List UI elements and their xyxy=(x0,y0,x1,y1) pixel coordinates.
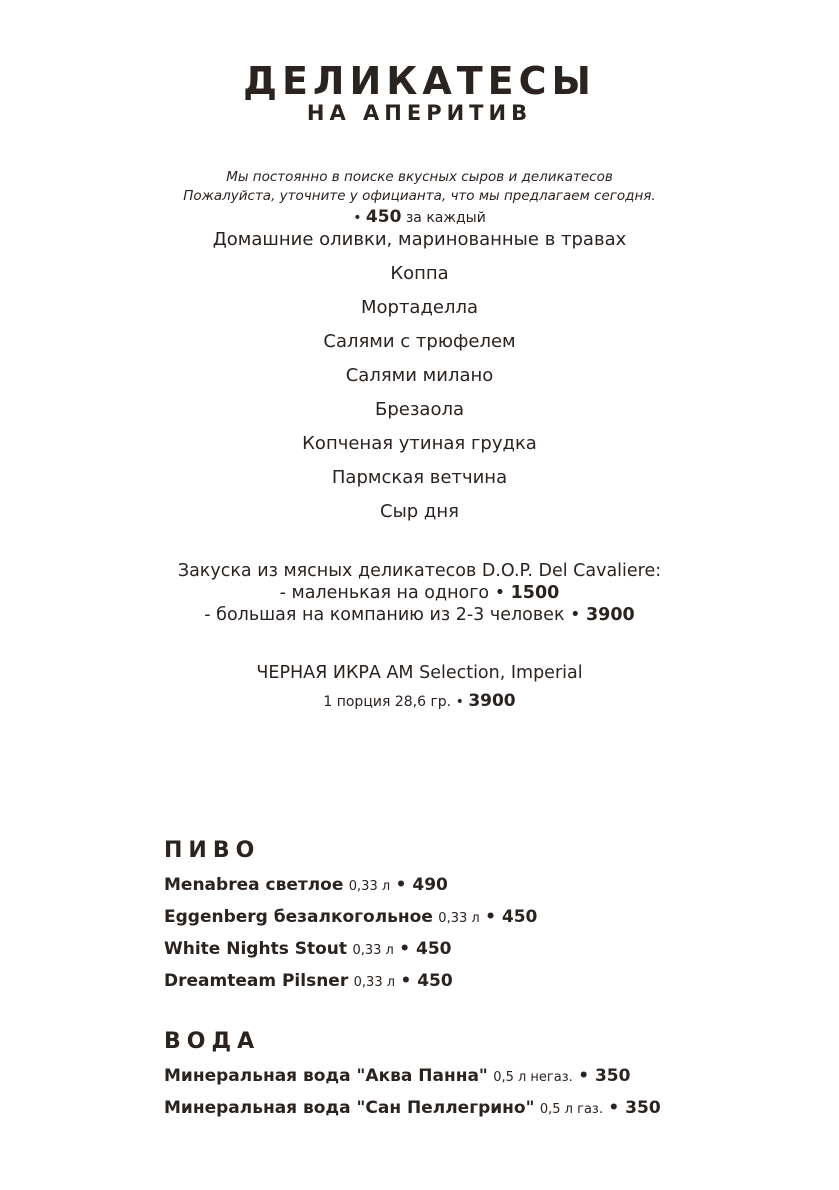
list-item: Сыр дня xyxy=(380,501,459,522)
water-row xyxy=(164,1094,804,1126)
platter-block xyxy=(0,560,839,626)
delicacies-list xyxy=(0,226,839,532)
page-title: ДЕЛИКАТЕСЫ xyxy=(243,59,596,103)
platter-small xyxy=(0,582,839,604)
intro-line-1: Мы постоянно в поиске вкусных сыров и деликатесов xyxy=(226,169,613,185)
beer-row xyxy=(164,903,804,935)
beer-volume: 0,33 л xyxy=(353,975,396,990)
beer-heading: ПИВО xyxy=(164,838,261,863)
list-item: Пармская ветчина xyxy=(331,467,508,488)
platter-small-price: 1500 xyxy=(510,583,560,603)
beer-volume: 0,33 л xyxy=(352,943,394,958)
water-row xyxy=(164,1062,804,1094)
beer-name: Eggenberg безалкогольное xyxy=(164,907,433,927)
water-section xyxy=(164,1028,804,1126)
water-heading: ВОДА xyxy=(164,1029,261,1054)
caviar-portion-price: 3900 xyxy=(468,691,516,711)
water-volume: 0,5 л газ. xyxy=(539,1102,603,1117)
list-item: Брезаола xyxy=(375,399,464,420)
list-item: Копченая утиная грудка xyxy=(302,433,537,454)
caviar-portion xyxy=(0,690,839,713)
beer-row xyxy=(164,967,804,999)
water-name: Минеральная вода "Аква Панна" xyxy=(164,1066,488,1086)
water-price: • 350 xyxy=(608,1098,661,1118)
list-item: Домашние оливки, маринованные в травах xyxy=(212,229,627,250)
caviar-portion-label: 1 порция 28,6 гр. • xyxy=(323,694,464,710)
beer-price: • 450 xyxy=(485,907,538,927)
platter-large-price: 3900 xyxy=(585,605,635,625)
intro-line-2: Пожалуйста, уточните у официанта, что мы предлагаем сегодня. xyxy=(183,188,656,204)
beer-row xyxy=(164,871,804,903)
list-item: Коппа xyxy=(390,263,449,284)
beer-name: Menabrea светлое xyxy=(164,875,344,895)
beer-price: • 450 xyxy=(399,939,452,959)
beer-price: • 450 xyxy=(400,971,453,991)
page-subtitle: НА АПЕРИТИВ xyxy=(306,101,533,125)
price-each-suffix: за каждый xyxy=(405,210,486,226)
platter-small-label: - маленькая на одного • xyxy=(279,583,506,603)
caviar-title: ЧЕРНАЯ ИКРА AM Selection, Imperial xyxy=(256,663,583,683)
platter-large xyxy=(0,604,839,626)
beer-volume: 0,33 л xyxy=(348,879,391,894)
price-each-line xyxy=(0,207,839,228)
water-name: Минеральная вода "Сан Пеллегрино" xyxy=(164,1098,535,1118)
list-item: Мортаделла xyxy=(360,297,479,318)
water-volume: 0,5 л негаз. xyxy=(493,1070,573,1085)
beer-price: • 490 xyxy=(395,875,448,895)
platter-large-label: - большая на компанию из 2-3 человек • xyxy=(204,605,581,625)
price-each-value: 450 xyxy=(365,207,402,227)
water-price: • 350 xyxy=(578,1066,631,1086)
intro-note xyxy=(0,168,839,206)
bullet: • xyxy=(353,210,362,226)
beer-row xyxy=(164,935,804,967)
platter-title: Закуска из мясных деликатесов D.O.P. Del Cavaliere: xyxy=(177,561,662,581)
list-item: Салями с трюфелем xyxy=(323,331,516,352)
beer-section xyxy=(164,837,804,999)
beer-name: Dreamteam Pilsner xyxy=(164,971,349,991)
beer-name: White Nights Stout xyxy=(164,939,348,959)
list-item: Салями милано xyxy=(345,365,494,386)
beer-volume: 0,33 л xyxy=(438,911,480,926)
